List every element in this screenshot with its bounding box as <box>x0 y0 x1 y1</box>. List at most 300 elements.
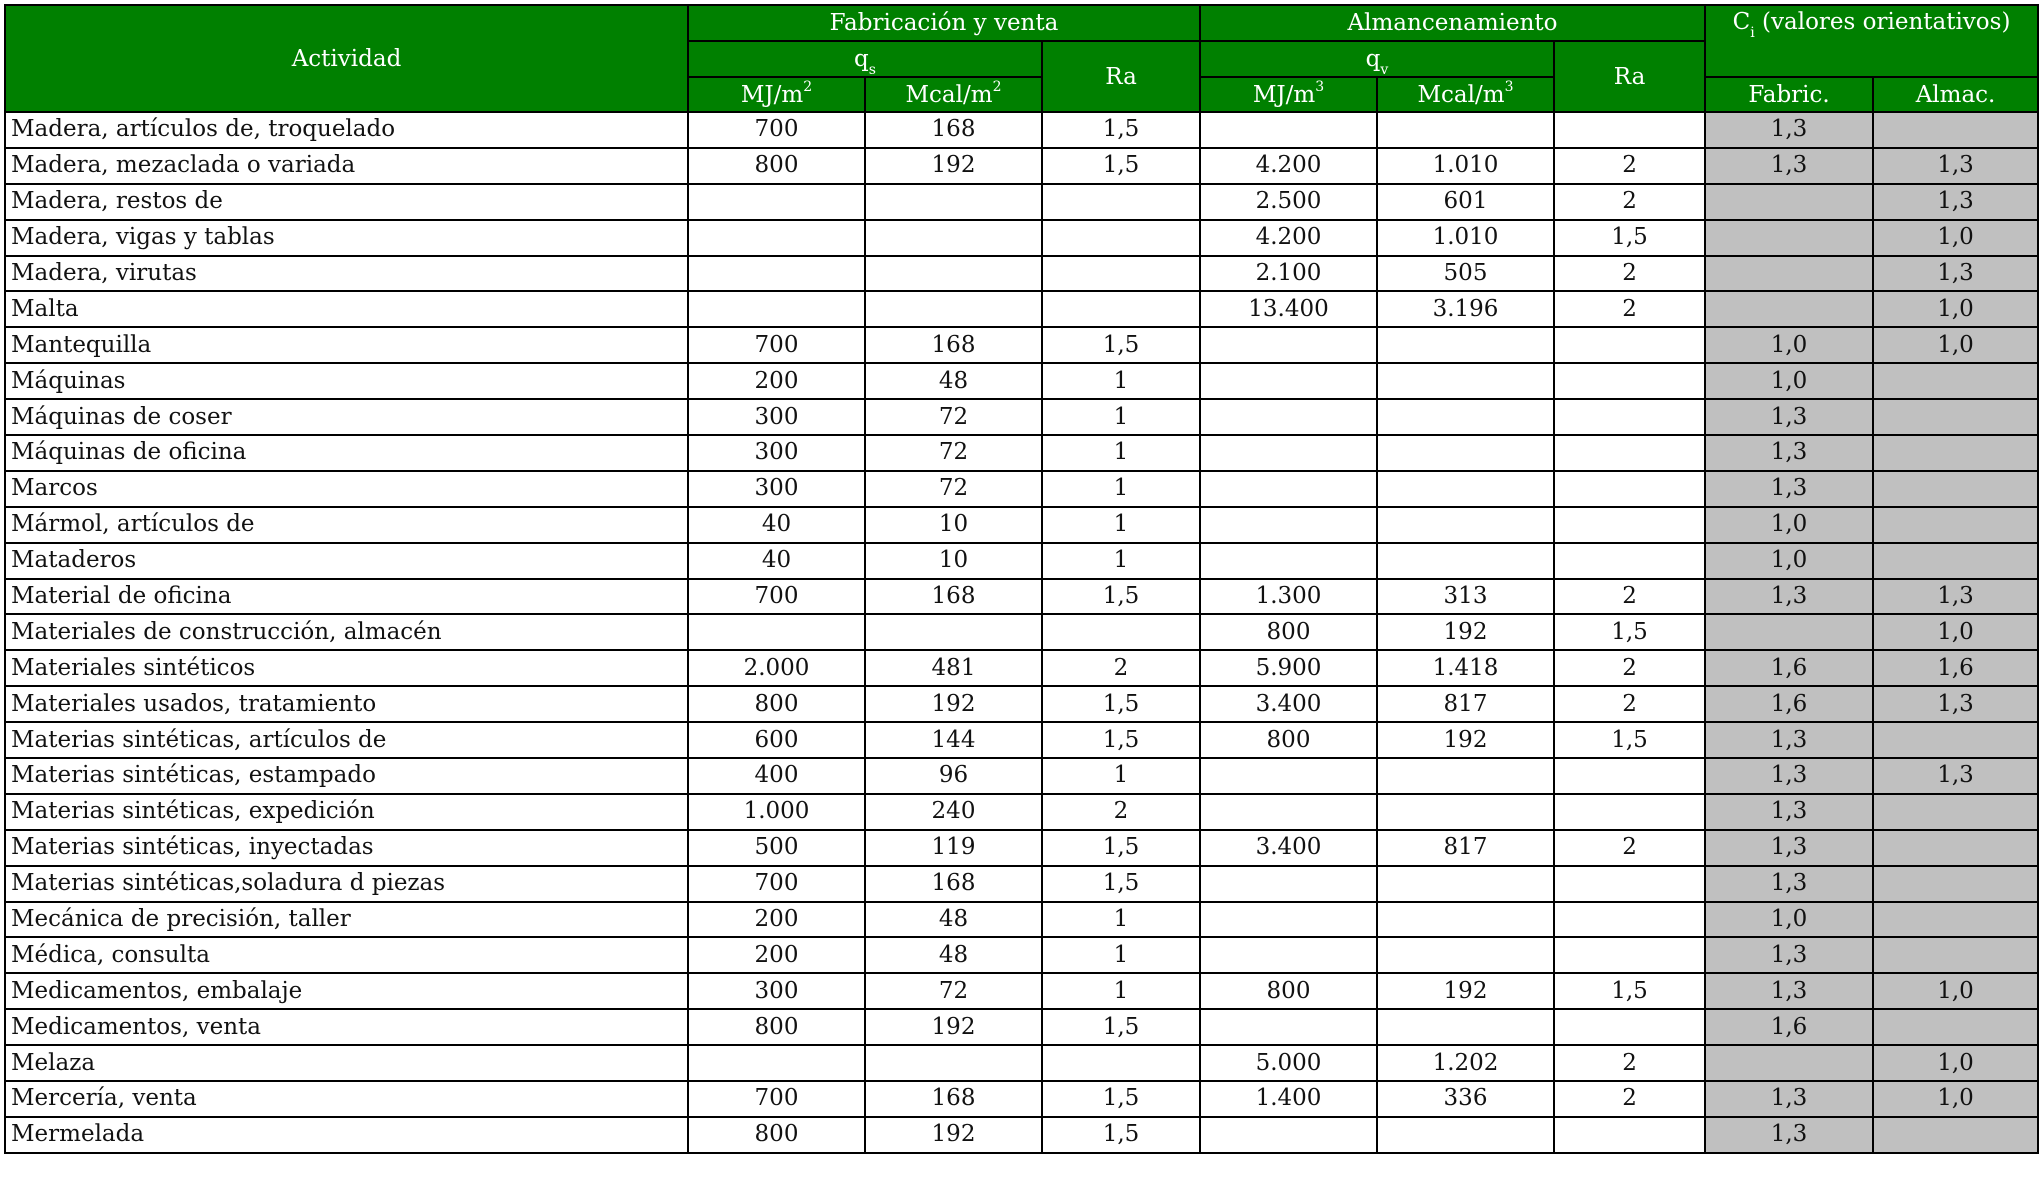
table-row <box>5 435 2038 471</box>
ci-almac-cell: 1,3 <box>1873 184 2038 220</box>
table-row <box>5 579 2038 615</box>
table-row <box>5 184 2038 220</box>
activity-cell: Materias sintéticas, estampado <box>5 758 688 794</box>
ci-almac-cell <box>1873 363 2038 399</box>
qs-mj-cell: 300 <box>688 471 865 507</box>
ra-fabricacion-cell <box>1042 256 1200 292</box>
qs-mcal-cell: 48 <box>865 937 1042 973</box>
ra-fabricacion-cell: 1,5 <box>1042 1081 1200 1117</box>
qv-mcal-cell: 192 <box>1377 722 1554 758</box>
qv-mcal-cell: 1.010 <box>1377 220 1554 256</box>
activity-cell: Máquinas de coser <box>5 399 688 435</box>
qs-mcal-cell: 144 <box>865 722 1042 758</box>
ra-almacenamiento-cell <box>1554 363 1705 399</box>
qs-mj-cell: 400 <box>688 758 865 794</box>
qs-mj-cell: 600 <box>688 722 865 758</box>
mj-m3-unit: MJ/m <box>1252 81 1316 108</box>
qs-mj-cell: 40 <box>688 543 865 579</box>
qv-mcal-cell <box>1377 471 1554 507</box>
ra-fabricacion-cell: 1 <box>1042 973 1200 1009</box>
qs-mcal-cell: 168 <box>865 327 1042 363</box>
qv-mj-cell: 800 <box>1200 722 1377 758</box>
activity-cell: Mantequilla <box>5 327 688 363</box>
table-row <box>5 112 2038 148</box>
qv-mj-cell <box>1200 1009 1377 1045</box>
ra-almacenamiento-cell <box>1554 327 1705 363</box>
qv-mcal-cell <box>1377 507 1554 543</box>
qs-mcal-cell: 10 <box>865 543 1042 579</box>
ci-fabric-cell: 1,6 <box>1705 650 1873 686</box>
table-row <box>5 220 2038 256</box>
ra-fabricacion-cell <box>1042 1045 1200 1081</box>
table-row <box>5 471 2038 507</box>
table-row <box>5 830 2038 866</box>
ci-almac-cell <box>1873 543 2038 579</box>
qv-subscript: v <box>1380 61 1389 77</box>
header-mcal-m2 <box>865 77 1042 112</box>
header-ci <box>1705 5 2038 77</box>
qs-mj-cell: 200 <box>688 902 865 938</box>
activity-cell: Melaza <box>5 1045 688 1081</box>
qv-mj-cell: 4.200 <box>1200 148 1377 184</box>
ci-fabric-cell: 1,3 <box>1705 1117 1873 1153</box>
qs-mcal-cell: 48 <box>865 363 1042 399</box>
table-row <box>5 1009 2038 1045</box>
ra-almacenamiento-cell <box>1554 1009 1705 1045</box>
qv-mcal-cell <box>1377 902 1554 938</box>
qv-mj-cell: 800 <box>1200 973 1377 1009</box>
qs-mj-cell: 40 <box>688 507 865 543</box>
table-row <box>5 291 2038 327</box>
activity-cell: Mecánica de precisión, taller <box>5 902 688 938</box>
qv-mcal-cell <box>1377 1009 1554 1045</box>
qv-mcal-cell <box>1377 435 1554 471</box>
qs-mcal-cell <box>865 291 1042 327</box>
qs-mj-cell <box>688 614 865 650</box>
ci-almac-cell <box>1873 1009 2038 1045</box>
qv-symbol: q <box>1365 46 1381 72</box>
ci-almac-cell: 1,3 <box>1873 579 2038 615</box>
ra-fabricacion-cell <box>1042 614 1200 650</box>
qv-mj-cell <box>1200 758 1377 794</box>
activity-cell: Madera, restos de <box>5 184 688 220</box>
ra-fabricacion-cell: 1 <box>1042 507 1200 543</box>
qs-mj-cell: 800 <box>688 1117 865 1153</box>
header-qs <box>688 41 1042 77</box>
header-ra-almacenamiento: Ra <box>1554 41 1705 112</box>
qs-mcal-cell <box>865 1045 1042 1081</box>
qv-mj-cell: 1.300 <box>1200 579 1377 615</box>
ra-almacenamiento-cell <box>1554 1117 1705 1153</box>
ci-almac-cell: 1,0 <box>1873 1045 2038 1081</box>
qv-mcal-cell <box>1377 794 1554 830</box>
activity-cell: Medicamentos, embalaje <box>5 973 688 1009</box>
ra-almacenamiento-cell: 2 <box>1554 830 1705 866</box>
qs-mcal-cell: 192 <box>865 148 1042 184</box>
qs-mj-cell: 700 <box>688 112 865 148</box>
qv-mcal-cell <box>1377 866 1554 902</box>
ci-almac-cell <box>1873 794 2038 830</box>
qv-mj-cell <box>1200 399 1377 435</box>
ci-subscript: i <box>1750 24 1755 41</box>
activity-cell: Materiales de construcción, almacén <box>5 614 688 650</box>
ra-fabricacion-cell: 1 <box>1042 937 1200 973</box>
table-row <box>5 722 2038 758</box>
qs-mcal-cell: 240 <box>865 794 1042 830</box>
ra-almacenamiento-cell <box>1554 112 1705 148</box>
ci-fabric-cell: 1,6 <box>1705 1009 1873 1045</box>
qv-mj-cell: 3.400 <box>1200 686 1377 722</box>
ra-fabricacion-cell <box>1042 184 1200 220</box>
ci-almac-cell <box>1873 937 2038 973</box>
activity-cell: Máquinas <box>5 363 688 399</box>
table-row <box>5 758 2038 794</box>
header-fabricacion-venta: Fabricación y venta <box>688 5 1200 41</box>
ra-almacenamiento-cell <box>1554 758 1705 794</box>
qs-mcal-cell <box>865 256 1042 292</box>
qs-mj-cell: 300 <box>688 435 865 471</box>
table-row <box>5 399 2038 435</box>
activity-cell: Marcos <box>5 471 688 507</box>
qs-mj-cell <box>688 256 865 292</box>
ci-fabric-cell: 1,3 <box>1705 830 1873 866</box>
ci-almac-cell: 1,0 <box>1873 1081 2038 1117</box>
qv-mcal-cell: 313 <box>1377 579 1554 615</box>
qv-mj-cell <box>1200 937 1377 973</box>
ra-almacenamiento-cell <box>1554 435 1705 471</box>
ra-fabricacion-cell: 1,5 <box>1042 327 1200 363</box>
ci-almac-cell: 1,6 <box>1873 650 2038 686</box>
qv-mj-cell <box>1200 543 1377 579</box>
qs-symbol: q <box>854 46 869 72</box>
ci-fabric-cell: 1,3 <box>1705 758 1873 794</box>
qs-mj-cell: 800 <box>688 1009 865 1045</box>
ra-fabricacion-cell: 1 <box>1042 363 1200 399</box>
ra-almacenamiento-cell: 1,5 <box>1554 973 1705 1009</box>
ci-almac-cell: 1,0 <box>1873 973 2038 1009</box>
table-row <box>5 794 2038 830</box>
ra-almacenamiento-cell: 2 <box>1554 1081 1705 1117</box>
ra-fabricacion-cell: 1,5 <box>1042 722 1200 758</box>
qv-mj-cell: 800 <box>1200 614 1377 650</box>
ra-fabricacion-cell: 1 <box>1042 543 1200 579</box>
ra-fabricacion-cell <box>1042 291 1200 327</box>
ra-fabricacion-cell: 1 <box>1042 435 1200 471</box>
table-row <box>5 1045 2038 1081</box>
ra-almacenamiento-cell: 1,5 <box>1554 722 1705 758</box>
qv-mj-cell <box>1200 902 1377 938</box>
qs-mcal-cell: 72 <box>865 435 1042 471</box>
header-almacenamiento: Almancenamiento <box>1200 5 1705 41</box>
ra-almacenamiento-cell <box>1554 937 1705 973</box>
ra-fabricacion-cell: 1,5 <box>1042 579 1200 615</box>
qv-mj-cell <box>1200 435 1377 471</box>
qv-mcal-cell: 601 <box>1377 184 1554 220</box>
qs-mcal-cell: 192 <box>865 686 1042 722</box>
ra-fabricacion-cell: 1 <box>1042 758 1200 794</box>
ra-fabricacion-cell: 1,5 <box>1042 148 1200 184</box>
activity-cell: Materiales usados, tratamiento <box>5 686 688 722</box>
qv-mcal-cell <box>1377 399 1554 435</box>
qs-mj-cell: 700 <box>688 327 865 363</box>
ra-almacenamiento-cell <box>1554 399 1705 435</box>
ra-fabricacion-cell: 1,5 <box>1042 866 1200 902</box>
qs-mj-cell <box>688 184 865 220</box>
ci-almac-cell: 1,3 <box>1873 148 2038 184</box>
qv-mcal-cell <box>1377 363 1554 399</box>
ci-almac-cell: 1,3 <box>1873 686 2038 722</box>
table-row <box>5 148 2038 184</box>
qs-mcal-cell: 10 <box>865 507 1042 543</box>
ra-fabricacion-cell: 1 <box>1042 471 1200 507</box>
ci-almac-cell: 1,3 <box>1873 256 2038 292</box>
ci-almac-cell <box>1873 866 2038 902</box>
mcal-m2-unit: Mcal/m <box>905 81 993 108</box>
ci-almac-cell <box>1873 112 2038 148</box>
activity-cell: Material de oficina <box>5 579 688 615</box>
header-qv <box>1200 41 1554 77</box>
mj-m2-unit: MJ/m <box>740 81 804 108</box>
qv-mcal-cell <box>1377 543 1554 579</box>
ci-fabric-cell: 1,3 <box>1705 722 1873 758</box>
ci-fabric-cell: 1,0 <box>1705 507 1873 543</box>
qs-mcal-cell: 481 <box>865 650 1042 686</box>
ci-fabric-cell: 1,3 <box>1705 1081 1873 1117</box>
ci-fabric-cell: 1,3 <box>1705 579 1873 615</box>
qv-mcal-cell: 1.418 <box>1377 650 1554 686</box>
mcal-m2-exponent: 2 <box>992 78 1002 95</box>
qv-mj-cell <box>1200 471 1377 507</box>
header-almac: Almac. <box>1873 77 2038 112</box>
ci-fabric-cell: 1,3 <box>1705 399 1873 435</box>
ci-almac-cell: 1,0 <box>1873 327 2038 363</box>
qs-mcal-cell: 72 <box>865 399 1042 435</box>
ra-almacenamiento-cell: 2 <box>1554 650 1705 686</box>
ra-almacenamiento-cell: 2 <box>1554 579 1705 615</box>
mcal-m3-unit: Mcal/m <box>1417 81 1505 108</box>
ci-almac-cell: 1,0 <box>1873 291 2038 327</box>
table-row <box>5 507 2038 543</box>
qv-mcal-cell <box>1377 937 1554 973</box>
ra-almacenamiento-cell: 2 <box>1554 184 1705 220</box>
qv-mcal-cell: 192 <box>1377 973 1554 1009</box>
activity-cell: Malta <box>5 291 688 327</box>
qv-mj-cell <box>1200 327 1377 363</box>
ci-fabric-cell <box>1705 1045 1873 1081</box>
qv-mj-cell: 13.400 <box>1200 291 1377 327</box>
ci-symbol: C <box>1732 9 1751 35</box>
ci-almac-cell: 1,0 <box>1873 220 2038 256</box>
qs-mcal-cell: 168 <box>865 112 1042 148</box>
qs-mcal-cell: 96 <box>865 758 1042 794</box>
ra-almacenamiento-cell: 2 <box>1554 686 1705 722</box>
qs-mcal-cell: 72 <box>865 471 1042 507</box>
qv-mj-cell <box>1200 507 1377 543</box>
ci-label: (valores orientativos) <box>1754 9 2011 35</box>
ci-fabric-cell: 1,0 <box>1705 327 1873 363</box>
table-row <box>5 1081 2038 1117</box>
qv-mcal-cell: 336 <box>1377 1081 1554 1117</box>
qs-mcal-cell: 72 <box>865 973 1042 1009</box>
mj-m2-exponent: 2 <box>803 78 813 95</box>
ra-almacenamiento-cell: 1,5 <box>1554 220 1705 256</box>
ra-fabricacion-cell: 1,5 <box>1042 1117 1200 1153</box>
ra-almacenamiento-cell: 2 <box>1554 148 1705 184</box>
activity-cell: Máquinas de oficina <box>5 435 688 471</box>
qv-mcal-cell: 1.202 <box>1377 1045 1554 1081</box>
table-row <box>5 973 2038 1009</box>
qs-mj-cell <box>688 1045 865 1081</box>
qv-mcal-cell: 1.010 <box>1377 148 1554 184</box>
ci-fabric-cell: 1,3 <box>1705 794 1873 830</box>
ra-fabricacion-cell: 1,5 <box>1042 1009 1200 1045</box>
qs-mcal-cell <box>865 614 1042 650</box>
activity-cell: Madera, virutas <box>5 256 688 292</box>
ra-almacenamiento-cell <box>1554 507 1705 543</box>
qs-mcal-cell: 168 <box>865 579 1042 615</box>
table-row <box>5 1117 2038 1153</box>
qv-mj-cell <box>1200 363 1377 399</box>
qv-mj-cell <box>1200 112 1377 148</box>
table-row <box>5 650 2038 686</box>
qs-mj-cell: 700 <box>688 1081 865 1117</box>
ci-fabric-cell: 1,0 <box>1705 902 1873 938</box>
ci-fabric-cell <box>1705 614 1873 650</box>
ci-fabric-cell <box>1705 184 1873 220</box>
activity-cell: Materias sintéticas, inyectadas <box>5 830 688 866</box>
ra-almacenamiento-cell: 2 <box>1554 1045 1705 1081</box>
ci-fabric-cell: 1,0 <box>1705 543 1873 579</box>
qs-mj-cell <box>688 220 865 256</box>
activity-cell: Mermelada <box>5 1117 688 1153</box>
qv-mcal-cell: 817 <box>1377 830 1554 866</box>
ci-fabric-cell: 1,0 <box>1705 363 1873 399</box>
qs-mj-cell: 500 <box>688 830 865 866</box>
header-actividad: Actividad <box>5 5 688 112</box>
qv-mj-cell: 3.400 <box>1200 830 1377 866</box>
qs-mj-cell: 2.000 <box>688 650 865 686</box>
ra-almacenamiento-cell <box>1554 471 1705 507</box>
ra-fabricacion-cell: 2 <box>1042 650 1200 686</box>
ci-fabric-cell <box>1705 291 1873 327</box>
qs-mcal-cell: 48 <box>865 902 1042 938</box>
ra-almacenamiento-cell <box>1554 794 1705 830</box>
activity-cell: Madera, artículos de, troquelado <box>5 112 688 148</box>
qs-mcal-cell <box>865 220 1042 256</box>
table-row <box>5 363 2038 399</box>
qv-mj-cell: 5.900 <box>1200 650 1377 686</box>
table-row <box>5 614 2038 650</box>
ci-almac-cell: 1,0 <box>1873 614 2038 650</box>
mcal-m3-exponent: 3 <box>1504 78 1514 95</box>
qs-mj-cell: 1.000 <box>688 794 865 830</box>
ci-fabric-cell: 1,3 <box>1705 866 1873 902</box>
activity-cell: Madera, vigas y tablas <box>5 220 688 256</box>
qs-mj-cell: 700 <box>688 579 865 615</box>
table-row <box>5 543 2038 579</box>
ci-almac-cell <box>1873 1117 2038 1153</box>
header-fabric: Fabric. <box>1705 77 1873 112</box>
qs-mj-cell <box>688 291 865 327</box>
ci-fabric-cell: 1,3 <box>1705 435 1873 471</box>
table-row <box>5 937 2038 973</box>
ra-fabricacion-cell: 2 <box>1042 794 1200 830</box>
qv-mj-cell: 2.500 <box>1200 184 1377 220</box>
qv-mcal-cell: 192 <box>1377 614 1554 650</box>
activity-cell: Médica, consulta <box>5 937 688 973</box>
ci-almac-cell <box>1873 507 2038 543</box>
ra-fabricacion-cell: 1 <box>1042 399 1200 435</box>
qv-mcal-cell <box>1377 327 1554 363</box>
qs-mj-cell: 200 <box>688 363 865 399</box>
ra-almacenamiento-cell <box>1554 866 1705 902</box>
ci-fabric-cell: 1,3 <box>1705 973 1873 1009</box>
qs-mj-cell: 800 <box>688 686 865 722</box>
qv-mj-cell: 5.000 <box>1200 1045 1377 1081</box>
ci-fabric-cell: 1,3 <box>1705 148 1873 184</box>
table-row <box>5 686 2038 722</box>
qv-mj-cell: 4.200 <box>1200 220 1377 256</box>
activity-cell: Mercería, venta <box>5 1081 688 1117</box>
ci-fabric-cell <box>1705 220 1873 256</box>
ci-almac-cell: 1,3 <box>1873 758 2038 794</box>
qs-mcal-cell: 192 <box>865 1009 1042 1045</box>
ci-almac-cell <box>1873 471 2038 507</box>
ra-fabricacion-cell: 1,5 <box>1042 830 1200 866</box>
qs-mcal-cell: 168 <box>865 1081 1042 1117</box>
table-row <box>5 327 2038 363</box>
ci-almac-cell <box>1873 902 2038 938</box>
qv-mcal-cell: 505 <box>1377 256 1554 292</box>
qs-mj-cell: 700 <box>688 866 865 902</box>
activity-cell: Materiales sintéticos <box>5 650 688 686</box>
qv-mcal-cell <box>1377 112 1554 148</box>
mj-m3-exponent: 3 <box>1315 78 1325 95</box>
header-mcal-m3 <box>1377 77 1554 112</box>
ci-fabric-cell <box>1705 256 1873 292</box>
qv-mcal-cell <box>1377 758 1554 794</box>
header-mj-m3 <box>1200 77 1377 112</box>
qv-mj-cell: 2.100 <box>1200 256 1377 292</box>
ra-almacenamiento-cell: 2 <box>1554 291 1705 327</box>
table-row <box>5 866 2038 902</box>
qv-mcal-cell: 817 <box>1377 686 1554 722</box>
activity-cell: Materias sintéticas, expedición <box>5 794 688 830</box>
ra-fabricacion-cell: 1 <box>1042 902 1200 938</box>
qv-mcal-cell: 3.196 <box>1377 291 1554 327</box>
qv-mcal-cell <box>1377 1117 1554 1153</box>
qs-mj-cell: 300 <box>688 973 865 1009</box>
ci-fabric-cell: 1,6 <box>1705 686 1873 722</box>
activity-cell: Mármol, artículos de <box>5 507 688 543</box>
qs-subscript: s <box>868 61 876 77</box>
qv-mj-cell <box>1200 1117 1377 1153</box>
activity-cell: Materias sintéticas,soladura d piezas <box>5 866 688 902</box>
ra-fabricacion-cell: 1,5 <box>1042 112 1200 148</box>
qv-mj-cell: 1.400 <box>1200 1081 1377 1117</box>
activity-cell: Mataderos <box>5 543 688 579</box>
ci-fabric-cell: 1,3 <box>1705 471 1873 507</box>
ra-fabricacion-cell: 1,5 <box>1042 686 1200 722</box>
activity-cell: Medicamentos, venta <box>5 1009 688 1045</box>
qs-mcal-cell <box>865 184 1042 220</box>
table-header <box>5 5 2038 112</box>
qv-mj-cell <box>1200 794 1377 830</box>
fire-load-table <box>4 4 2039 1154</box>
qs-mj-cell: 300 <box>688 399 865 435</box>
header-mj-m2 <box>688 77 865 112</box>
table-row <box>5 902 2038 938</box>
